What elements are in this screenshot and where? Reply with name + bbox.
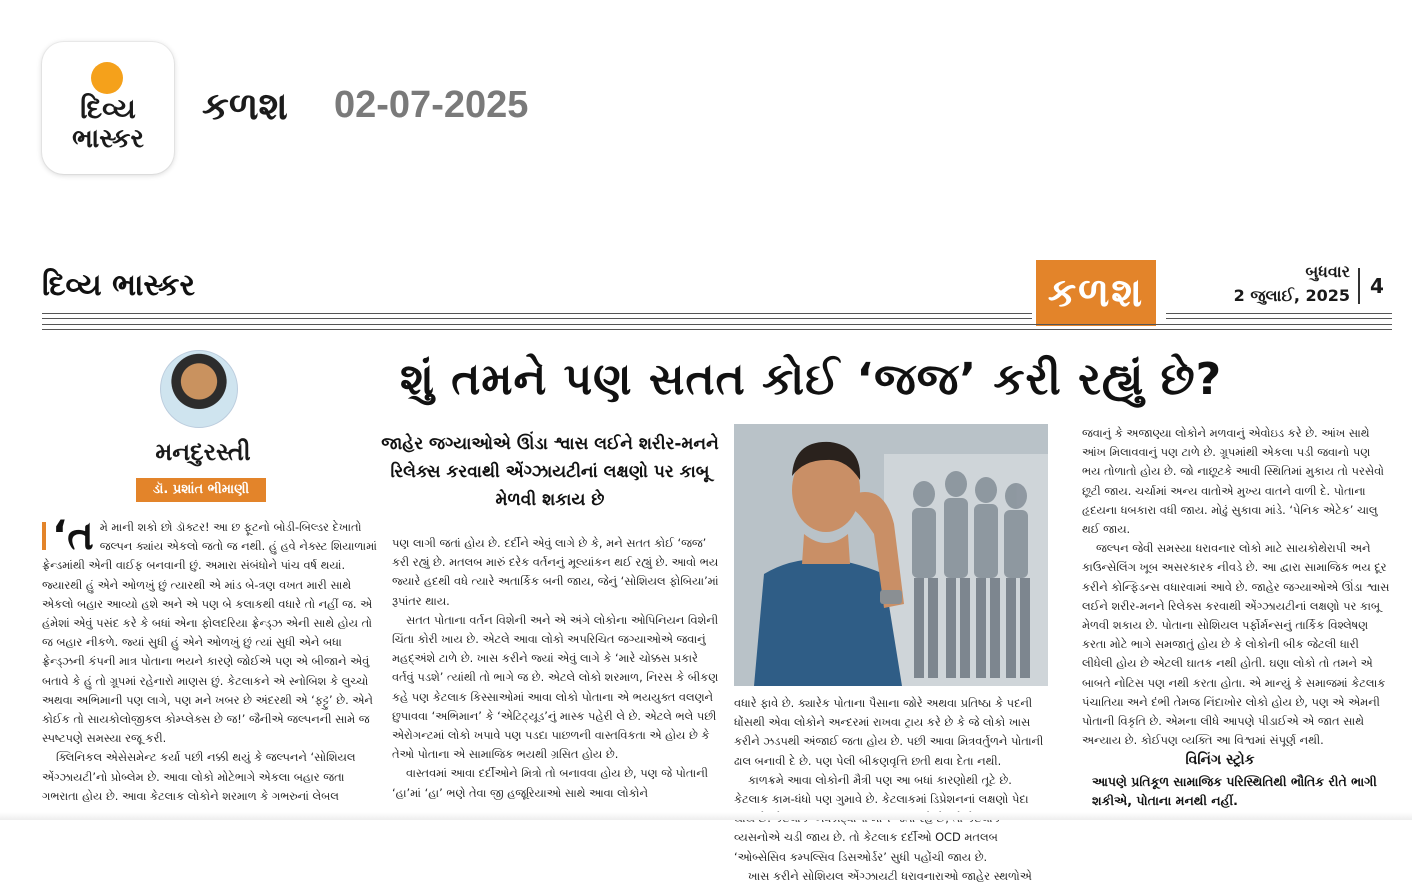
winning-stroke-title: વિનિંગ સ્ટ્રોક: [1185, 752, 1255, 768]
column-name: મનદુરસ્તી: [155, 438, 251, 466]
divider: [42, 324, 1392, 325]
winning-stroke-text: આપણે પ્રતિકૂળ સામાજિક પરિસ્થિતિથી ભૌતિક રીતે ભાગી શકીએ, પોતાના મનથી નહીં.: [1092, 774, 1377, 808]
paragraph: પણ લાગી જતાં હોય છે. દર્દીને એવું લાગે છે કે, મને સતત કોઈ ‘જજ’ કરી રહ્યું છે. મતલબ મારું દરેક વર્તનનું મૂલ્યાંકન થઈ રહ્યું છે. આવો ભય જ્યારે હદથી વધે ત્યારે અતાર્કિક બની જાય, જેનું ‘સોશિયલ ફોબિયા’માં રૂપાંતર થાય.: [392, 536, 719, 608]
stressed-man-illustration: [734, 424, 1048, 686]
paragraph: ક્લિનિકલ એસેસમેન્ટ કર્યા પછી નક્કી થયું કે જલ્પનને ‘સોશિયલ એંગ્ઝાયટી’નો પ્રોબ્લેમ છે. આવા લોકો મોટેભાગે એકલા બહાર જતા ગભરાતા હોય છે. આવા કેટલાક લોકોને શરમાળ કે ગભરુનાં લેબલ: [42, 750, 356, 803]
article-column-1: [42, 513, 382, 808]
paragraph: વાસ્તવમાં આવા દર્દીઓને મિત્રો તો બનાવવા હોય છે, પણ જે પોતાની ‘હા’માં ‘હા’ ભણે તેવા જી હજૂરિયાઓ સાથે આવા લોકોને: [392, 766, 708, 800]
paragraph: સતત પોતાના વર્તન વિશેની અને એ અંગે લોકોના ઓપિનિયન વિશેની ચિંતા કોરી ખાય છે. એટલે આવા લોકો અપરિચિત જગ્યાઓએ જવાનું મહદ્અંશે ટાળે છે. ખાસ કરીને જ્યાં એવું લાગે કે ‘મારે ચોક્કસ પ્રકારે વર્તવું પડશે’ ત્યાંથી તો ભાગે જ છે. એટલે લોકો શરમાળ, નિરસ કે બીકણ કહે પણ કેટલાક કિસ્સાઓમાં આવા લોકો પોતાના એ ભયયુક્ત વલણને છુપાવવા ‘અભિમાન’ કે ‘એટિટ્યૂડ’નું માસ્ક પહેરી લે છે. એટલે ભલે પછી એરોગન્ટમાં લોકો ખપાવે પણ પડદા પાછળની વાસ્તવિકતા એ હોય છે કે તેઓ પોતાના એ સામાજિક ભયથી ગ્રસિત હોય છે.: [392, 612, 719, 762]
article-photo: [734, 424, 1048, 686]
paragraph: જલ્પન જેવી સમસ્યા ધરાવનાર લોકો માટે સાયકોથેરાપી અને કાઉન્સેલિંગ ખૂબ અસરકારક નીવડે છે. આ દ્વારા સામાજિક ભય દૂર કરીને કોન્ફિડન્સ વધારવામાં આવે છે. જાહેર જગ્યાઓએ ઊંડા શ્વાસ લઈને શરીર-મનને રિલેક્સ કરવાથી એંગ્ઝાયટીનાં લક્ષણો પર કાબૂ મેળવી શકાય છે. પોતાના સોશિયલ પર્ફોર્મન્સનું તાર્કિક વિશ્લેષણ કરતા મોટે ભાગે સમજાતું હોય છે કે લોકોની બીક જેટલી ધારી લીધેલી હોય છે એટલી ઘાતક નથી હોતી. ઘણા લોકો તો તમને એ બાબતે નોટિસ પણ નથી કરતા હોતા. એ માન્યું કે સમાજમાં કેટલાક પંચાતિયા અને દંભી તેમજ નિંદાખોર લોકો હોય છે, પણ એ એમની પોતાની વિકૃતિ છે. એમના લીધે આપણે પીડાઈએ એ જાત સાથે અન્યાય છે. કોઈપણ વ્યક્તિ આ વિશ્વમાં સંપૂર્ણ નથી.: [1082, 541, 1390, 748]
article-column-4: [1082, 424, 1392, 748]
paragraph: મે માની શકો છો ડૉક્ટર! આ છ ફૂટનો બોડી-બિલ્ડર દેખાતો જલ્પન ક્યાંય એકલો જતો જ નથી. હું હવે નેક્સ્ટ શિયાળામાં ફ્રેન્ડમાંથી એની વાઈફ બનવાની છું. અમારા સંબંધોને પાંચ વર્ષ થયાં. જ્યારથી હું એને ઓળખું છું ત્યારથી એ માંડ બે-ત્રણ વખત મારી સાથે એકલો બહાર આવ્યો હશે અને એ પણ બે કલાકથી વધારે તો નહીં જ. એ હંમેશાં એવું પસંદ કરે કે બધાં એના ફોલદરિયા ફ્રેન્ડ્ઝ એની સાથે હોય તો જ બહાર નીકળે. જ્યાં સુધી હું એને ઓળખું છું ત્યાં સુધી એને બધા ફ્રેન્ડ્ઝની કંપની માત્ર પોતાના ભયને કારણે જોઈએ પણ એ બીજાને એવું બતાવે કે હું તો ગ્રૂપમાં રહેનારો માણસ છું. કેટલાકને એ સ્નોબિશ કે લુચ્ચો અથવા અભિમાની પણ લાગે, પણ મને ખબર છે અંદરથી એ ‘ફટ્ટુ’ છે. એને કોઈક તો સાયકોલોજીકલ કોમ્પ્લેક્સ છે જ!’ જૈનીએ જલ્પનની સામે જ સ્પષ્ટપણે સમસ્યા રજૂ કરી.: [42, 520, 377, 746]
divider: [1166, 313, 1392, 314]
paragraph: કાળક્રમે આવા લોકોની મૈત્રી પણ આ બધાં કારણોથી તૂટે છે. કેટલાક કામ-ધંધો પણ ગુમાવે છે. કેટલાકમાં ડિપ્રેશનનાં લક્ષણો પેદા વ્યસનોએ ચડી જાય છે. તો કેટલાક દર્દીઓ OCD મતલબ ‘ઓબ્સેસિવ કમ્પલ્સિવ ડિસઓર્ડર’ સુધી પહોંચી જાય છે.: [734, 772, 1029, 864]
divider: [1358, 268, 1360, 304]
sun-icon: [91, 62, 123, 94]
article-headline: શું તમને પણ સતત કોઈ ‘જજ’ કરી રહ્યું છે?: [400, 354, 1223, 405]
issue-date: 2 જુલાઈ, 2025: [1233, 286, 1350, 305]
divider: [42, 313, 1032, 314]
masthead: દિવ્ય ભાસ્કર: [42, 268, 195, 303]
divider: [1166, 318, 1392, 319]
divider: [42, 329, 1392, 330]
app-header: [0, 0, 1412, 222]
paragraph: જવાનું કે અજાણ્યા લોકોને મળવાનું એવોઇડ કરે છે. આંખ સાથે આંખ મિલાવવાનું પણ ટાળે છે. ગ્રૂપમાંથી એકલા પડી જવાનો પણ ભય તોળાતો હોય છે. જો નાછૂટકે આવી સ્થિતિમાં મુકાય તો પરસેવો છૂટી જાય. ચર્ચામાં અન્ય વાતોએ મુખ્ય વાતને વાળી દે. પોતાના હૃદયના ધબકારા વધી જાય. મોઢું સુકાવા માંડે. ‘પેનિક એટેક’ ચાલુ થઈ જાય.: [1082, 426, 1385, 537]
divya-bhaskar-logo[interactable]: [42, 42, 174, 174]
author-photo: [160, 350, 238, 428]
edition-name: કળશ: [202, 84, 288, 128]
issue-day: બુધવાર: [1305, 262, 1350, 281]
page-edge: [0, 812, 1412, 820]
author-badge: ડૉ. પ્રશાંત ભીમાણી: [136, 478, 266, 502]
logo-text-line1: દિવ્ય: [80, 92, 136, 125]
article-column-3: [734, 694, 1048, 883]
supplement-logo: કળશ: [1036, 260, 1156, 326]
paragraph: વધારે ફાવે છે. ક્યારેક પોતાના પૈસાના જોરે અથવા પ્રતિષ્ઠા કે પદની ધોંસથી એવા લોકોને અન્દરમાં રાખવા ટ્રાય કરે છે કે જે લોકો ખાસ કરીને ઝડપથી અંજાઈ જતા હોય છે. પછી આવા મિત્રવર્તુળને પોતાની ઢાલ બનાવી દે છે. પણ પેલી બીકણવૃત્તિ છતી થવા દેતા નથી.: [734, 696, 1044, 768]
article-subhead: જાહેર જગ્યાઓએ ઊંડા શ્વાસ લઈને શરીર-મનને રિલેક્સ કરવાથી એંગ્ઝાયટીનાં લક્ષણો પર કાબૂ મેળવી શકાય છે: [381, 434, 719, 510]
logo-text-line2: ભાસ્કર: [72, 124, 144, 154]
dropcap: ‘ત: [52, 513, 94, 559]
page-number: 4: [1370, 274, 1384, 298]
article-column-2: [392, 534, 722, 808]
edition-date: 02-07-2025: [334, 84, 529, 126]
dropcap-bar: [42, 522, 46, 550]
divider: [42, 318, 1032, 319]
paragraph: ખાસ કરીને સોશિયલ એંગ્ઝાયટી ધરાવનારાઓ જાહેર સ્થળોએ: [748, 868, 1032, 883]
